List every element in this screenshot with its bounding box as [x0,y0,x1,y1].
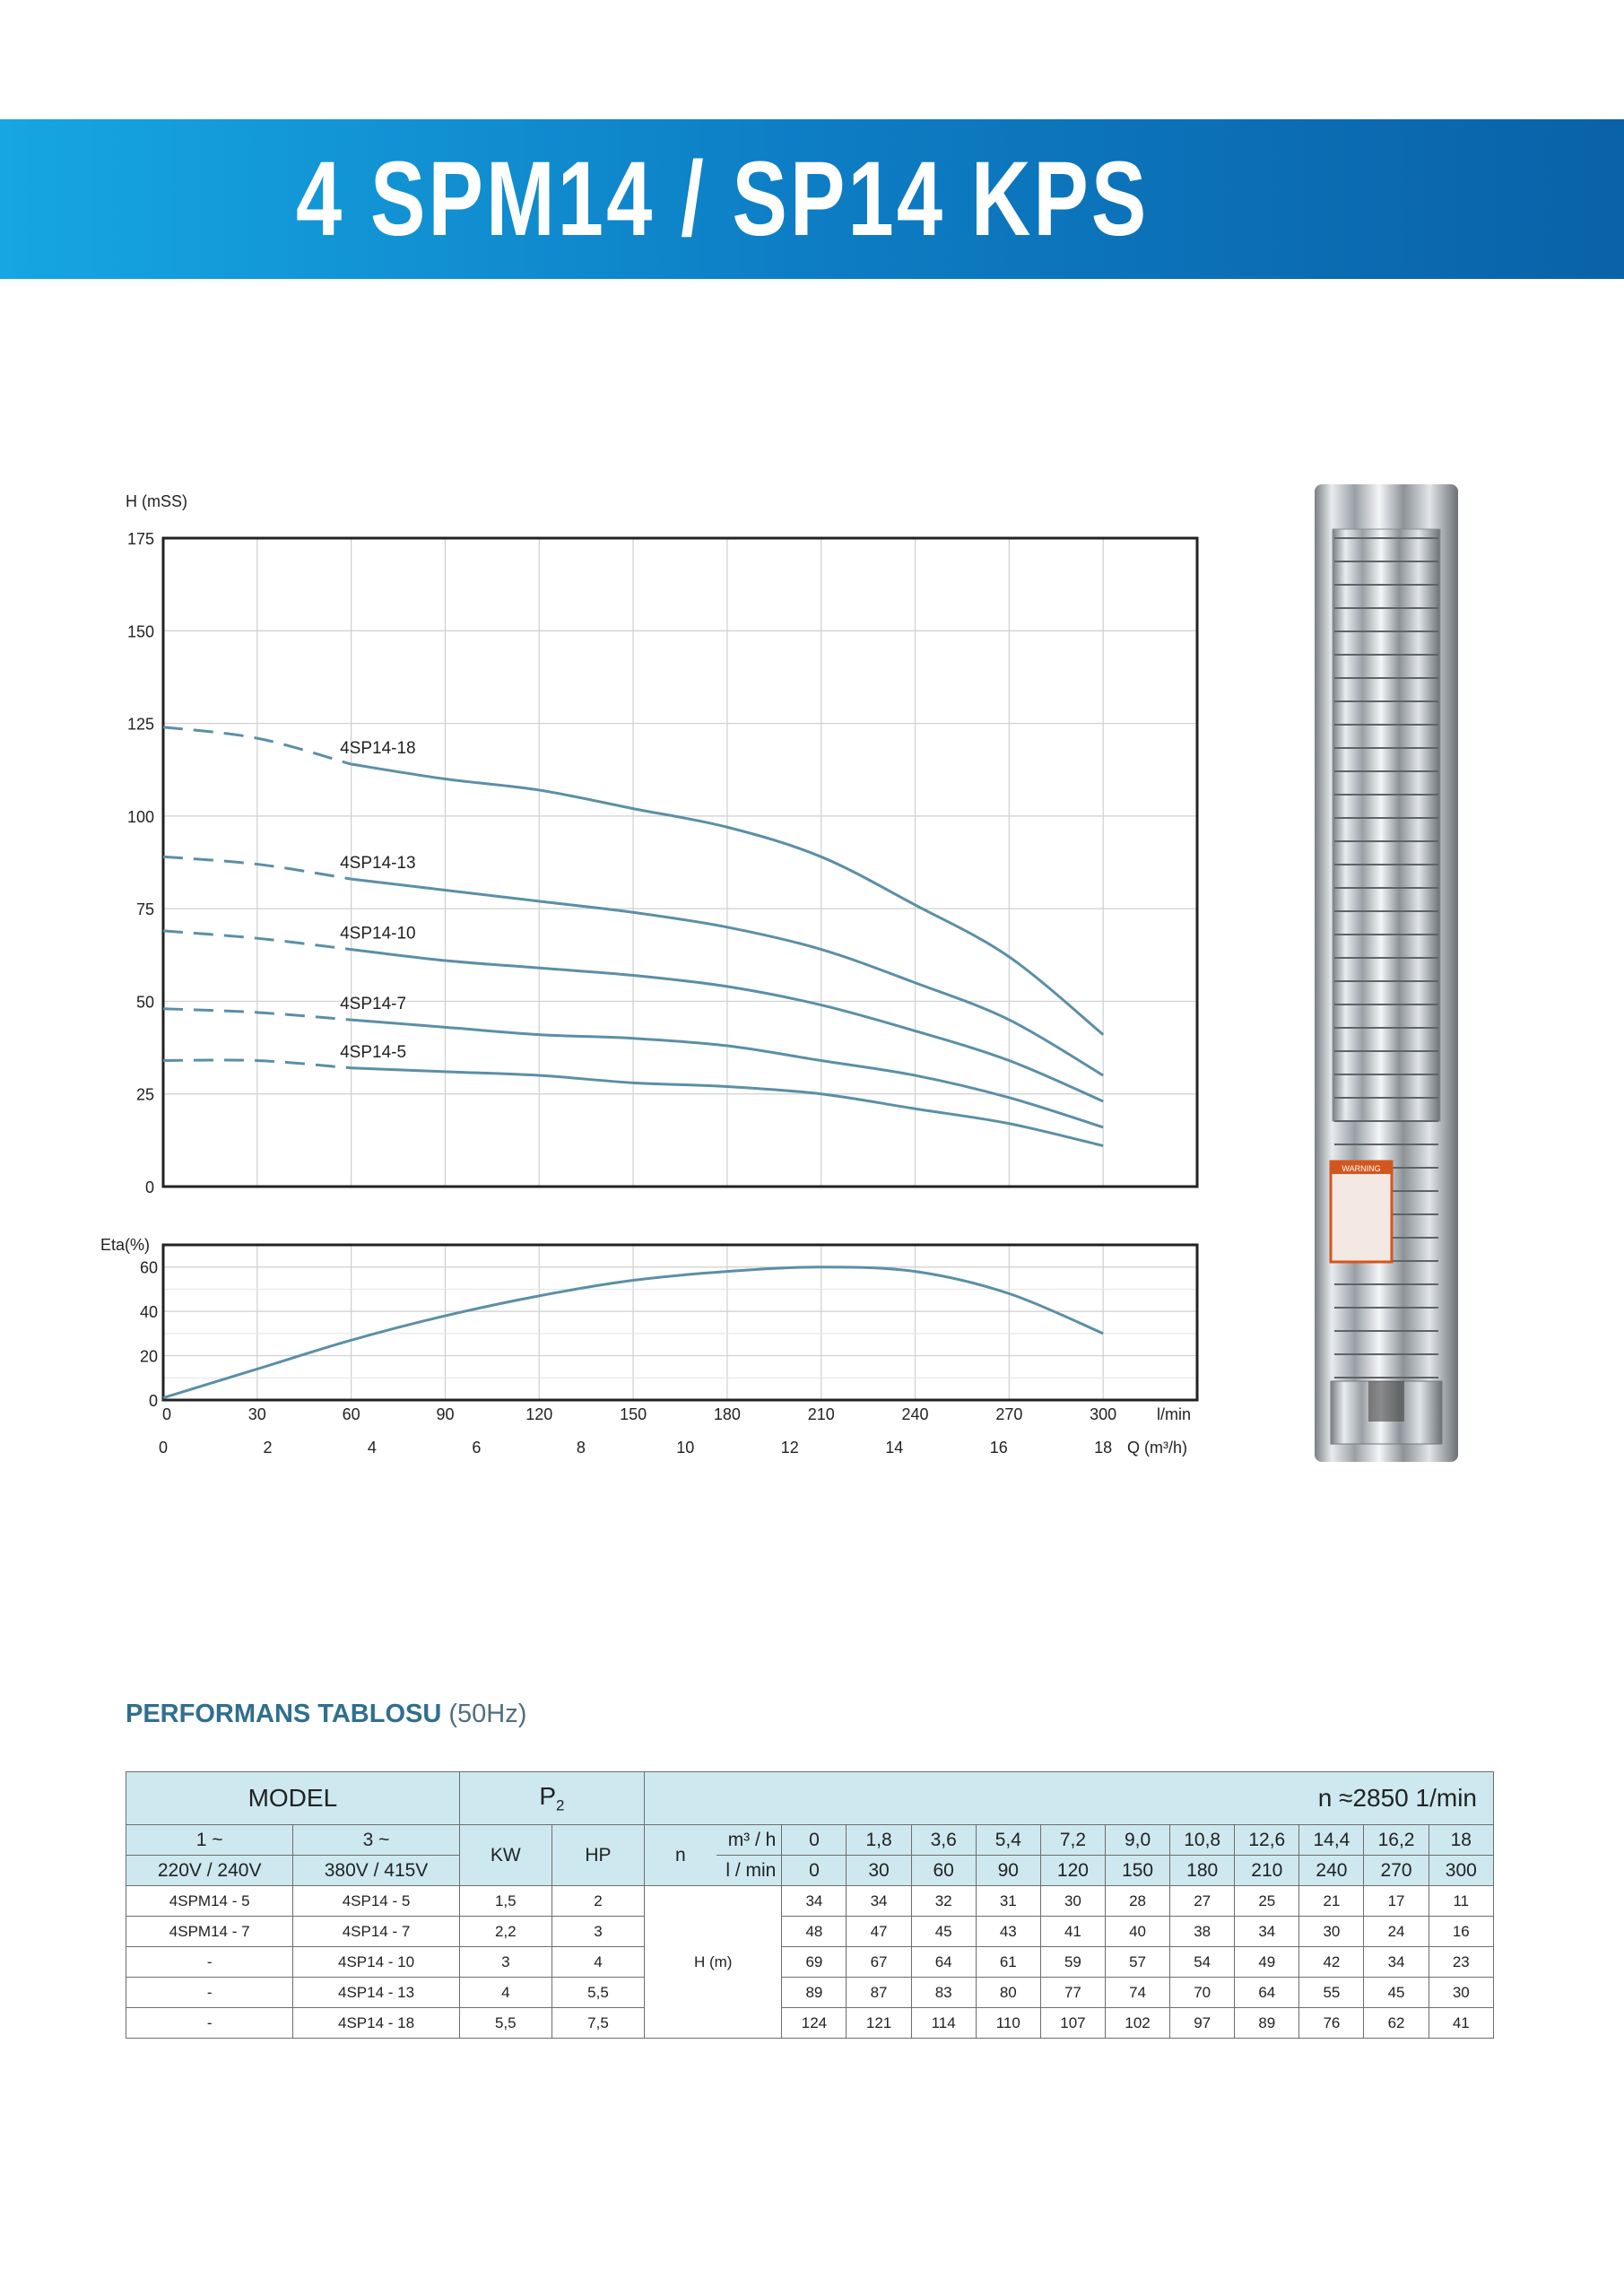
flow-cell: 3,6 [911,1825,976,1856]
lmin-tick-label: 270 [995,1405,1023,1423]
flow-cell: 120 [1040,1856,1105,1886]
head-value-cell: 59 [1040,1947,1105,1978]
n-header: n [645,1825,716,1886]
y-tick-label: 0 [144,1178,154,1196]
pump-icon [1315,484,1458,1462]
model-1ph-cell: 4SPM14 - 5 [126,1886,293,1917]
model-1ph-cell: - [126,1947,293,1978]
head-value-cell: 27 [1170,1886,1235,1917]
head-value-cell: 83 [911,1978,976,2008]
lmin-tick-label: 180 [713,1405,741,1423]
q-tick-label: 2 [263,1439,273,1457]
kw-cell: 1,5 [459,1886,551,1917]
head-value-cell: 97 [1170,2008,1235,2039]
kw-cell: 3 [459,1947,551,1978]
flow-cell: 10,8 [1170,1825,1235,1856]
head-value-cell: 67 [847,1947,911,1978]
table-row [126,2008,1494,2039]
lmin-label: l / min [716,1856,782,1886]
head-value-cell: 77 [1040,1978,1105,2008]
speed-header: n ≈2850 1/min [645,1772,1494,1825]
model-3ph-cell: 4SP14 - 13 [293,1978,459,2008]
head-value-cell: 31 [976,1886,1040,1917]
eta-axis-label: Eta(%) [100,1236,151,1254]
head-value-cell: 28 [1105,1886,1169,1917]
model-1ph-cell: - [126,1978,293,2008]
head-value-cell: 69 [782,1947,847,1978]
lmin-tick-label: 120 [525,1405,553,1423]
y-tick-label: 75 [135,900,154,919]
head-value-cell: 107 [1040,2008,1105,2039]
voltage-3-header: 380V / 415V [293,1856,459,1886]
flow-cell: 270 [1364,1856,1429,1886]
head-value-cell: 62 [1364,2008,1429,2039]
flow-cell: 18 [1429,1825,1493,1856]
head-chart-frame [163,538,1197,1187]
kw-cell: 5,5 [459,2008,551,2039]
head-value-cell: 41 [1429,2008,1493,2039]
flow-cell: 0 [782,1856,847,1886]
q-tick-label: 6 [472,1439,482,1457]
y-tick-label: 25 [135,1085,154,1104]
head-value-cell: 16 [1429,1917,1493,1947]
head-value-cell: 30 [1429,1978,1493,2008]
head-value-cell: 49 [1235,1947,1299,1978]
q-tick-label: 4 [367,1439,377,1457]
m3h-label: m³ / h [716,1825,782,1856]
head-value-cell: 74 [1105,1978,1169,2008]
series-label: 4SP14-7 [340,995,407,1014]
table-row [126,1917,1494,1947]
hp-header: HP [551,1825,644,1886]
head-value-cell: 76 [1299,2008,1364,2039]
head-label-cell: H (m) [645,1886,782,2039]
hp-cell: 4 [551,1947,644,1978]
head-value-cell: 38 [1170,1917,1235,1947]
head-value-cell: 17 [1364,1886,1429,1917]
head-value-cell: 47 [847,1917,911,1947]
q-tick-label: 12 [780,1439,799,1457]
head-value-cell: 40 [1105,1917,1169,1947]
head-value-cell: 41 [1040,1917,1105,1947]
lmin-tick-label: 300 [1090,1405,1117,1423]
flow-cell: 1,8 [847,1825,911,1856]
kw-header: KW [459,1825,551,1886]
head-value-cell: 64 [911,1947,976,1978]
flow-cell: 150 [1105,1856,1169,1886]
head-value-cell: 57 [1105,1947,1169,1978]
head-value-cell: 21 [1299,1886,1364,1917]
flow-cell: 14,4 [1299,1825,1364,1856]
head-value-cell: 34 [1364,1947,1429,1978]
table-row [126,1886,1494,1917]
kw-cell: 2,2 [459,1917,551,1947]
head-value-cell: 34 [782,1886,847,1917]
head-value-cell: 89 [1235,2008,1299,2039]
head-value-cell: 48 [782,1917,847,1947]
head-value-cell: 23 [1429,1947,1493,1978]
head-value-cell: 34 [1235,1917,1299,1947]
page-title: 4 SPM14 / SP14 KPS [296,140,1150,258]
head-value-cell: 34 [847,1886,911,1917]
head-value-cell: 87 [847,1978,911,2008]
q-tick-label: 14 [885,1439,904,1457]
q-tick-label: 18 [1094,1439,1113,1457]
flow-cell: 180 [1170,1856,1235,1886]
head-value-cell: 70 [1170,1978,1235,2008]
hp-cell: 3 [551,1917,644,1947]
lmin-tick-label: 60 [342,1405,360,1423]
flow-cell: 5,4 [976,1825,1040,1856]
y-axis-label: H (mSS) [126,492,187,510]
warning-label [1331,1161,1392,1262]
svg-text:WARNING: WARNING [1342,1164,1381,1173]
head-value-cell: 124 [782,2008,847,2039]
lmin-tick-label: 0 [161,1405,172,1423]
flow-cell: 7,2 [1040,1825,1105,1856]
table-row [126,1947,1494,1978]
head-value-cell: 110 [976,2008,1040,2039]
hp-cell: 2 [551,1886,644,1917]
model-3ph-cell: 4SP14 - 5 [293,1886,459,1917]
head-value-cell: 32 [911,1886,976,1917]
model-1ph-cell: 4SPM14 - 7 [126,1917,293,1947]
flow-cell: 30 [847,1856,911,1886]
q-tick-label: 8 [576,1439,586,1457]
head-value-cell: 30 [1299,1917,1364,1947]
model-1ph-cell: - [126,2008,293,2039]
eta-tick-label: 0 [148,1392,158,1410]
model-3ph-cell: 4SP14 - 7 [293,1917,459,1947]
lmin-tick-label: 150 [620,1405,647,1423]
lmin-tick-label: 90 [436,1405,455,1423]
p2-header: $P_2$ [459,1772,644,1825]
head-value-cell: 30 [1040,1886,1105,1917]
q-unit-label: Q (m³/h) [1127,1439,1187,1457]
head-value-cell: 114 [911,2008,976,2039]
flow-cell: 9,0 [1105,1825,1169,1856]
head-value-cell: 45 [911,1917,976,1947]
head-value-cell: 25 [1235,1886,1299,1917]
flow-cell: 60 [911,1856,976,1886]
head-value-cell: 64 [1235,1978,1299,2008]
flow-cell: 16,2 [1364,1825,1429,1856]
y-tick-label: 150 [126,622,154,641]
series-label: 4SP14-5 [340,1042,407,1062]
model-3ph-cell: 4SP14 - 18 [293,2008,459,2039]
head-value-cell: 11 [1429,1886,1493,1917]
q-tick-label: 0 [158,1439,169,1457]
head-value-cell: 43 [976,1917,1040,1947]
table-row [126,1978,1494,2008]
flow-cell: 12,6 [1235,1825,1299,1856]
series-label: 4SP14-13 [340,854,416,874]
lmin-tick-label: 30 [248,1405,266,1423]
lmin-tick-label: 210 [807,1405,835,1423]
head-value-cell: 24 [1364,1917,1429,1947]
series-label: 4SP14-18 [340,739,416,759]
performance-table [126,1771,1494,2039]
head-value-cell: 121 [847,2008,911,2039]
series-label: 4SP14-10 [340,924,416,944]
eta-tick-label: 60 [139,1258,158,1277]
y-tick-label: 175 [126,530,154,548]
head-value-cell: 54 [1170,1947,1235,1978]
flow-cell: 240 [1299,1856,1364,1886]
head-value-cell: 45 [1364,1978,1429,2008]
voltage-1-header: 220V / 240V [126,1856,293,1886]
model-3ph-cell: 4SP14 - 10 [293,1947,459,1978]
hp-cell: 7,5 [551,2008,644,2039]
y-tick-label: 50 [135,993,154,1012]
flow-cell: 300 [1429,1856,1493,1886]
model-header: MODEL [126,1772,460,1825]
kw-cell: 4 [459,1978,551,2008]
lmin-unit-label: l/min [1157,1405,1192,1423]
q-tick-label: 10 [676,1439,695,1457]
head-value-cell: 55 [1299,1978,1364,2008]
single-phase-header: 1 ~ [126,1825,293,1856]
head-value-cell: 89 [782,1978,847,2008]
flow-cell: 210 [1235,1856,1299,1886]
lmin-tick-label: 240 [901,1405,929,1423]
eta-tick-label: 20 [139,1347,158,1366]
q-tick-label: 16 [989,1439,1008,1457]
head-value-cell: 61 [976,1947,1040,1978]
performance-title: PERFORMANS TABLOSU (50Hz) [126,1700,527,1728]
eta-chart-frame [163,1245,1197,1400]
flow-cell: 90 [976,1856,1040,1886]
three-phase-header: 3 ~ [293,1825,459,1856]
hp-cell: 5,5 [551,1978,644,2008]
head-value-cell: 42 [1299,1947,1364,1978]
head-value-cell: 102 [1105,2008,1169,2039]
y-tick-label: 125 [126,715,154,734]
flow-cell: 0 [782,1825,847,1856]
head-value-cell: 80 [976,1978,1040,2008]
y-tick-label: 100 [126,807,154,826]
eta-tick-label: 40 [139,1303,158,1322]
